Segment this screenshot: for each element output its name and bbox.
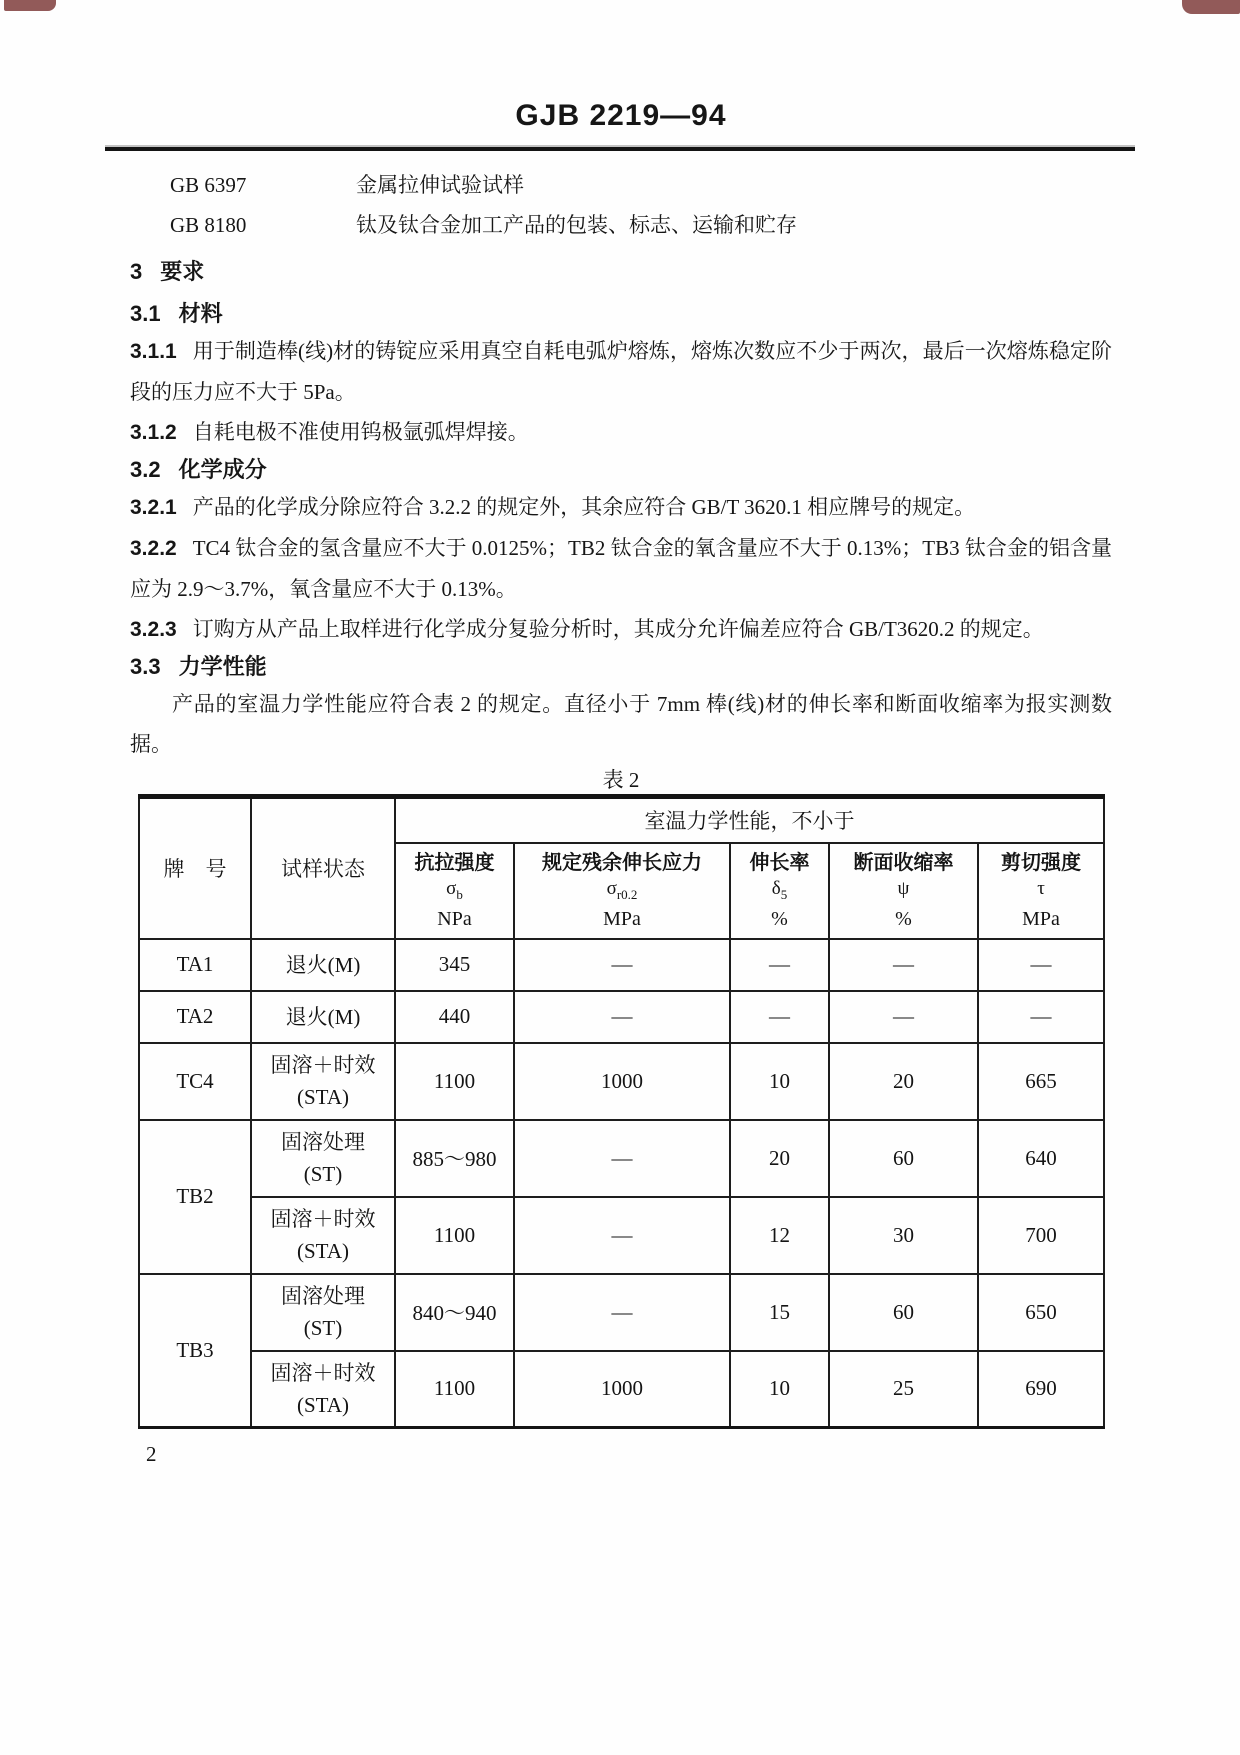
value-cell: 1100 — [395, 1043, 514, 1120]
metric-header-elongation — [730, 843, 829, 939]
value-cell: 885～980 — [395, 1120, 514, 1197]
value-cell: — — [514, 991, 730, 1043]
metric-symbol — [733, 877, 826, 907]
value-cell: 60 — [829, 1120, 978, 1197]
grade-cell: TB3 — [139, 1274, 251, 1428]
value-cell: 10 — [730, 1351, 829, 1428]
condition-line: 固溶处理 — [281, 1130, 365, 1154]
value-cell: 345 — [395, 939, 514, 991]
condition-line: (ST) — [303, 1316, 343, 1340]
condition-line: 退火(M) — [285, 952, 361, 977]
clause-text: TC4 钛合金的氢含量应不大于 0.0125%；TB2 钛合金的氧含量应不大于 0.13%；TB3 钛合金的铝含量应为 2.9～3.7%，氧含量应不大于 0.13%。 — [130, 536, 1112, 601]
metric-symbol — [981, 877, 1101, 907]
condition-line: (STA) — [297, 1085, 349, 1109]
clause-number: 3.1.2 — [130, 421, 177, 444]
clause-number: 3.2.2 — [130, 537, 177, 560]
value-cell: — — [829, 991, 978, 1043]
clause-number: 3.1.1 — [130, 340, 177, 363]
value-cell: — — [829, 939, 978, 991]
condition-line: 退火(M) — [285, 1004, 361, 1029]
value-cell: — — [514, 1120, 730, 1197]
section-title: 化学成分 — [178, 457, 267, 482]
reference-row — [170, 205, 1112, 245]
value-cell: 25 — [829, 1351, 978, 1428]
span-column-header: 室温力学性能，不小于 — [395, 797, 1104, 843]
condition-line: 固溶＋时效 — [270, 1053, 376, 1077]
condition-line: (STA) — [297, 1239, 349, 1263]
metric-symbol-sub: 5 — [780, 886, 788, 902]
value-cell: 640 — [978, 1120, 1104, 1197]
section-heading-mechanical — [130, 650, 1112, 684]
section-number: 3.1 — [130, 301, 161, 326]
value-cell: 690 — [978, 1351, 1104, 1428]
value-cell: 10 — [730, 1043, 829, 1120]
value-cell: — — [514, 1274, 730, 1351]
grade-cell: TA1 — [139, 939, 251, 991]
metric-name: 抗拉强度 — [414, 851, 495, 874]
table-caption: 表 2 — [602, 768, 640, 792]
reference-title: 钛及钛合金加工产品的包装、标志、运输和贮存 — [356, 213, 797, 237]
clause-3-1-1 — [130, 331, 1112, 412]
metric-symbol-main: σ — [446, 877, 457, 899]
reference-code: GB 6397 — [170, 173, 247, 197]
condition-cell — [251, 939, 395, 991]
value-cell: 1000 — [514, 1043, 730, 1120]
condition-line: 固溶＋时效 — [270, 1207, 376, 1231]
metric-name: 剪切强度 — [1001, 851, 1082, 874]
value-cell: — — [978, 939, 1104, 991]
metric-header-tensile — [395, 843, 514, 939]
metric-name: 规定残余伸长应力 — [542, 851, 702, 874]
section-number: 3.2 — [130, 457, 161, 482]
metric-symbol-main: δ — [771, 877, 781, 899]
metric-unit: % — [771, 908, 788, 931]
value-cell: 15 — [730, 1274, 829, 1351]
table-row-tb3-st — [139, 1274, 1104, 1351]
value-cell: 1100 — [395, 1351, 514, 1428]
value-cell: 1100 — [395, 1197, 514, 1274]
clause-text: 自耗电极不准使用钨极氩弧焊焊接。 — [192, 420, 529, 444]
condition-cell — [251, 1120, 395, 1197]
value-cell: 700 — [978, 1197, 1104, 1274]
metric-symbol — [517, 877, 727, 907]
value-cell: 1000 — [514, 1351, 730, 1428]
section-heading-chemistry — [130, 453, 1112, 487]
metric-unit: MPa — [1022, 908, 1060, 931]
metric-name: 伸长率 — [749, 851, 810, 874]
grade-cell: TA2 — [139, 991, 251, 1043]
table-header-row — [139, 797, 1104, 843]
value-cell: 12 — [730, 1197, 829, 1274]
section-heading-material — [130, 297, 1112, 331]
metric-symbol-main: ψ — [897, 877, 910, 899]
table-row-ta2 — [139, 991, 1104, 1043]
grade-cell: TC4 — [139, 1043, 251, 1120]
table-row-tb2-st — [139, 1120, 1104, 1197]
section-number: 3.3 — [130, 654, 161, 679]
metric-symbol-sub: r0.2 — [616, 886, 638, 902]
value-cell: — — [514, 1197, 730, 1274]
section-number: 3 — [130, 259, 143, 284]
value-cell: 840～940 — [395, 1274, 514, 1351]
metric-unit: NPa — [437, 908, 472, 931]
value-cell: 440 — [395, 991, 514, 1043]
scan-artifact-top-right — [1182, 0, 1240, 14]
condition-cell — [251, 991, 395, 1043]
section-title: 要求 — [160, 259, 205, 284]
metric-name: 断面收缩率 — [853, 851, 954, 874]
metric-unit: MPa — [603, 908, 641, 931]
clause-number: 3.2.3 — [130, 618, 177, 641]
clause-3-1-2 — [130, 412, 1112, 453]
condition-line: (ST) — [303, 1162, 343, 1186]
reference-code: GB 8180 — [170, 213, 247, 237]
condition-line: 固溶＋时效 — [270, 1360, 376, 1385]
clause-3-2-1 — [130, 487, 1112, 528]
section-title: 力学性能 — [178, 654, 267, 679]
value-cell: — — [730, 939, 829, 991]
metric-unit: % — [895, 908, 912, 931]
metric-header-reduction-of-area — [829, 843, 978, 939]
clause-text: 产品的化学成分除应符合 3.2.2 的规定外，其余应符合 GB/T 3620.1 相应牌号的规定。 — [192, 495, 976, 519]
grade-column-header: 牌 号 — [139, 797, 251, 939]
value-cell: — — [514, 939, 730, 991]
condition-line: 固溶处理 — [281, 1284, 365, 1308]
table-row-tb3-sta — [139, 1351, 1104, 1428]
metric-symbol-sub: b — [456, 886, 463, 902]
condition-cell — [251, 1043, 395, 1120]
value-cell: 650 — [978, 1274, 1104, 1351]
clause-number: 3.2.1 — [130, 496, 177, 519]
scan-artifact-top-left — [4, 0, 56, 11]
doc-code: GJB 2219—94 — [515, 99, 727, 132]
clause-3-2-3 — [130, 609, 1112, 650]
condition-line: (STA) — [297, 1392, 349, 1417]
mechanical-properties-table — [138, 794, 1105, 1429]
reference-row — [170, 165, 1112, 205]
header-rule — [105, 147, 1135, 151]
value-cell: 60 — [829, 1274, 978, 1351]
metric-symbol — [832, 877, 975, 907]
condition-cell — [251, 1351, 395, 1428]
value-cell: — — [730, 991, 829, 1043]
section-heading-requirements — [130, 255, 1112, 289]
condition-cell — [251, 1274, 395, 1351]
clause-3-2-2 — [130, 528, 1112, 609]
grade-cell: TB2 — [139, 1120, 251, 1274]
condition-cell — [251, 1197, 395, 1274]
value-cell: 20 — [829, 1043, 978, 1120]
metric-symbol-main: σ — [606, 877, 617, 899]
clause-text: 订购方从产品上取样进行化学成分复验分析时，其成分允许偏差应符合 GB/T3620.2 的规定。 — [192, 617, 1044, 641]
value-cell: 30 — [829, 1197, 978, 1274]
reference-title: 金属拉伸试验试样 — [356, 173, 524, 197]
table-row-ta1 — [139, 939, 1104, 991]
section-title: 材料 — [178, 301, 223, 326]
metric-header-proof-stress — [514, 843, 730, 939]
condition-column-header: 试样状态 — [251, 797, 395, 939]
clause-text: 用于制造棒(线)材的铸锭应采用真空自耗电弧炉熔炼，熔炼次数应不少于两次，最后一次熔炼稳定阶段的压力应不大于 5Pa。 — [130, 339, 1112, 404]
value-cell: — — [978, 991, 1104, 1043]
value-cell: 665 — [978, 1043, 1104, 1120]
value-cell: 20 — [730, 1120, 829, 1197]
table-row-tc4 — [139, 1043, 1104, 1120]
reference-list — [130, 165, 1112, 245]
metric-header-shear-strength — [978, 843, 1104, 939]
metric-symbol-main: τ — [1037, 877, 1045, 899]
metric-symbol — [398, 877, 511, 907]
page-number: 2 — [146, 1442, 157, 1466]
table-row-tb2-sta — [139, 1197, 1104, 1274]
mechanical-properties-paragraph: 产品的室温力学性能应符合表 2 的规定。直径小于 7mm 棒(线)材的伸长率和断面收缩率为报实测数据。 — [130, 692, 1112, 756]
